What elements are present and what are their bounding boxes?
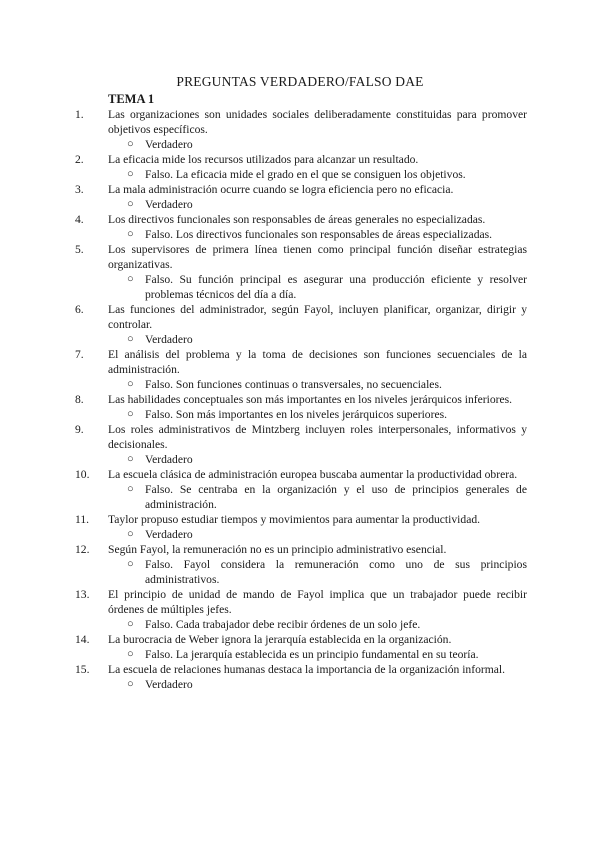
bullet-icon: ○ — [127, 618, 134, 630]
answer-text: Falso. La eficacia mide el grado en el que se consiguen los objetivos. — [145, 168, 466, 181]
question-text: Taylor propuso estudiar tiempos y movimientos para aumentar la productividad. — [108, 513, 481, 526]
answer-item — [0, 197, 600, 212]
bullet-icon: ○ — [127, 378, 134, 390]
answer-item — [0, 407, 600, 422]
question-item — [0, 212, 600, 227]
question-number: 14. — [75, 633, 90, 646]
bullet-icon: ○ — [127, 408, 134, 420]
answer-item — [0, 557, 600, 587]
question-number: 5. — [75, 243, 84, 256]
question-item — [0, 347, 600, 377]
question-item — [0, 512, 600, 527]
bullet-icon: ○ — [127, 333, 134, 345]
question-number: 10. — [75, 468, 90, 481]
question-number: 3. — [75, 183, 84, 196]
question-number: 1. — [75, 108, 84, 121]
answer-item — [0, 137, 600, 152]
bullet-icon: ○ — [127, 138, 134, 150]
question-number: 4. — [75, 213, 84, 226]
answer-text: Falso. Se centraba en la organización y el uso de principios generales de administración. — [145, 483, 527, 511]
bullet-icon: ○ — [127, 168, 134, 180]
bullet-icon: ○ — [127, 678, 134, 690]
answer-item — [0, 452, 600, 467]
bullet-icon: ○ — [127, 558, 134, 570]
question-item — [0, 302, 600, 332]
answer-text: Falso. Son más importantes en los niveles jerárquicos superiores. — [145, 408, 448, 421]
answer-item — [0, 272, 600, 302]
bullet-icon: ○ — [127, 198, 134, 210]
bullet-icon: ○ — [127, 228, 134, 240]
bullet-icon: ○ — [127, 453, 134, 465]
question-text: Los directivos funcionales son responsables de áreas generales no especializadas. — [108, 213, 486, 226]
answer-item — [0, 377, 600, 392]
question-item — [0, 662, 600, 677]
answer-text: Verdadero — [145, 453, 193, 466]
answer-item — [0, 332, 600, 347]
question-item — [0, 632, 600, 647]
question-text: Según Fayol, la remuneración no es un principio administrativo esencial. — [108, 543, 447, 556]
answer-text: Verdadero — [145, 138, 193, 151]
answer-text: Verdadero — [145, 198, 193, 211]
question-item — [0, 542, 600, 557]
answer-item — [0, 482, 600, 512]
question-text: La escuela de relaciones humanas destaca la importancia de la organización informal. — [108, 663, 506, 676]
answer-text: Falso. Cada trabajador debe recibir órdenes de un solo jefe. — [145, 618, 421, 631]
answer-text: Verdadero — [145, 333, 193, 346]
answer-item — [0, 167, 600, 182]
question-text: El principio de unidad de mando de Fayol implica que un trabajador puede recibir órdenes de múltiples jefes. — [108, 588, 527, 616]
question-text: La burocracia de Weber ignora la jerarquía establecida en la organización. — [108, 633, 452, 646]
question-item — [0, 392, 600, 407]
question-text: La eficacia mide los recursos utilizados para alcanzar un resultado. — [108, 153, 419, 166]
answer-item — [0, 617, 600, 632]
question-text: Las habilidades conceptuales son más importantes en los niveles jerárquicos inferiores. — [108, 393, 513, 406]
question-item — [0, 467, 600, 482]
answer-text: Verdadero — [145, 528, 193, 541]
question-item — [0, 182, 600, 197]
question-item — [0, 152, 600, 167]
question-number: 11. — [75, 513, 90, 526]
section-heading: TEMA 1 — [108, 92, 155, 106]
question-text: La mala administración ocurre cuando se logra eficiencia pero no eficacia. — [108, 183, 454, 196]
answer-text: Falso. Su función principal es asegurar una producción eficiente y resolver problemas técnicos del día a día. — [145, 273, 527, 301]
question-item — [0, 107, 600, 137]
answer-item — [0, 647, 600, 662]
question-text: Las funciones del administrador, según Fayol, incluyen planificar, organizar, dirigir y controlar. — [108, 303, 527, 331]
answer-item — [0, 527, 600, 542]
bullet-icon: ○ — [127, 528, 134, 540]
question-number: 15. — [75, 663, 90, 676]
question-number: 2. — [75, 153, 84, 166]
answer-text: Falso. Fayol considera la remuneración como uno de sus principios administrativos. — [145, 558, 527, 586]
question-item — [0, 422, 600, 452]
question-item — [0, 587, 600, 617]
question-number: 9. — [75, 423, 84, 436]
question-text: El análisis del problema y la toma de decisiones son funciones secuenciales de la administración. — [108, 348, 527, 376]
question-number: 8. — [75, 393, 84, 406]
answer-text: Falso. La jerarquía establecida es un principio fundamental en su teoría. — [145, 648, 479, 661]
question-number: 6. — [75, 303, 84, 316]
question-item — [0, 242, 600, 272]
bullet-icon: ○ — [127, 273, 134, 285]
question-number: 12. — [75, 543, 90, 556]
question-text: Los supervisores de primera línea tienen como principal función diseñar estrategias organizativas. — [108, 243, 527, 271]
answer-text: Verdadero — [145, 678, 193, 691]
question-text: Las organizaciones son unidades sociales deliberadamente constituidas para promover objetivos específicos. — [108, 108, 527, 136]
question-list — [0, 107, 600, 692]
question-number: 7. — [75, 348, 84, 361]
question-number: 13. — [75, 588, 90, 601]
question-text: Los roles administrativos de Mintzberg incluyen roles interpersonales, informativos y decisionales. — [108, 423, 527, 451]
answer-text: Falso. Son funciones continuas o transversales, no secuenciales. — [145, 378, 442, 391]
bullet-icon: ○ — [127, 483, 134, 495]
question-text: La escuela clásica de administración europea buscaba aumentar la productividad obrera. — [108, 468, 518, 481]
document-title: PREGUNTAS VERDADERO/FALSO DAE — [176, 74, 424, 89]
bullet-icon: ○ — [127, 648, 134, 660]
answer-item — [0, 677, 600, 692]
answer-item — [0, 227, 600, 242]
answer-text: Falso. Los directivos funcionales son responsables de áreas especializadas. — [145, 228, 493, 241]
